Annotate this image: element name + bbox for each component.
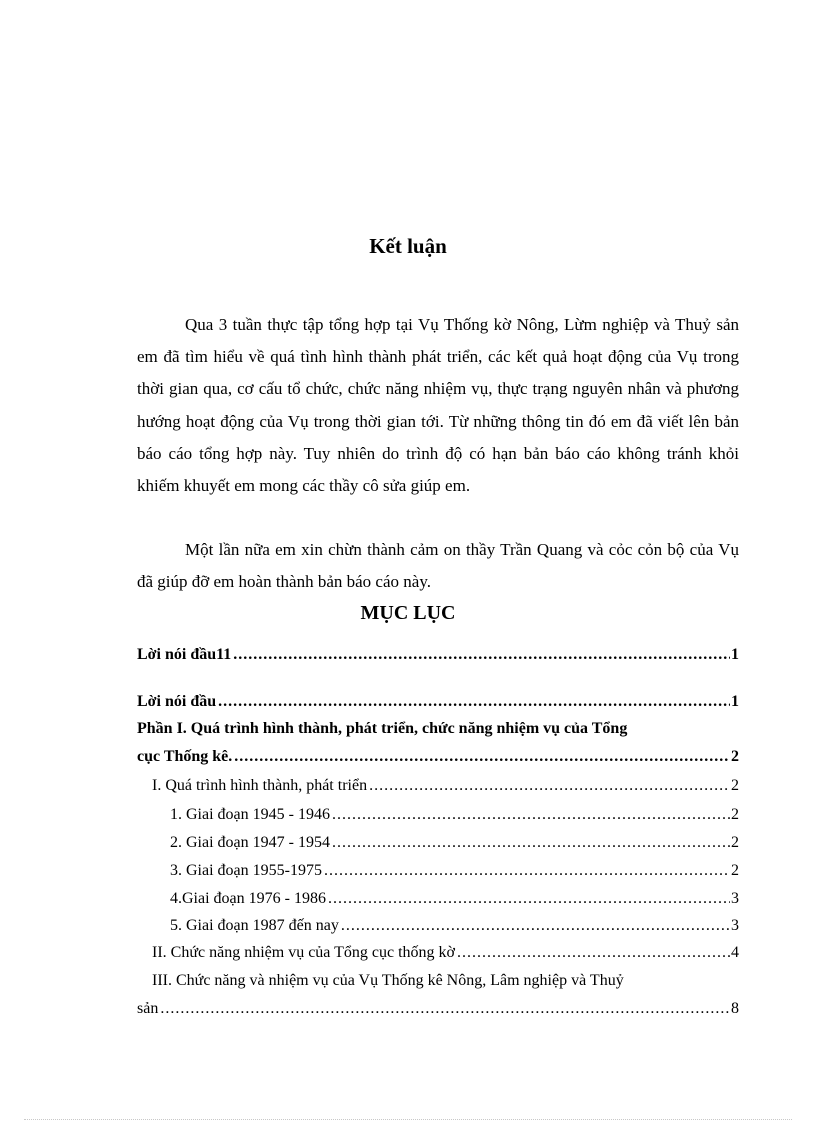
toc-entry-label: Lời nói đầu — [137, 693, 217, 710]
page-bottom-divider — [24, 1119, 792, 1120]
toc-entry-multiline[interactable] — [152, 972, 739, 990]
toc-entry[interactable] — [152, 777, 739, 795]
toc-entry-page: 2 — [731, 834, 739, 851]
toc-title: MỤC LỤC — [360, 602, 456, 624]
conclusion-paragraph-2: Một lần nữa em xin chừn thành cảm on thầy Trần Quang và cỏc cỏn bộ của Vụ đã giúp đỡ em hoàn thành bản báo cáo này. — [137, 540, 739, 592]
toc-entry-label-line2: cục Thống kê. — [137, 748, 233, 765]
toc-entry-page: 1 — [731, 693, 739, 710]
toc-entry-page: 3 — [731, 917, 739, 934]
toc-entry[interactable] — [152, 944, 739, 962]
toc-entry-multiline[interactable] — [137, 720, 739, 738]
toc-entry[interactable] — [170, 834, 739, 852]
toc-leader-dots — [326, 890, 730, 908]
toc-entry-label: II. Chức năng nhiệm vụ của Tổng cục thống kờ — [152, 944, 455, 961]
conclusion-title: Kết luận — [369, 234, 447, 258]
toc-leader-dots — [330, 834, 730, 852]
toc-leader-dots — [455, 944, 730, 962]
toc-entry-label: 4.Giai đoạn 1976 - 1986 — [170, 890, 326, 907]
toc-entry[interactable] — [170, 862, 739, 880]
toc-entry-label-line1: III. Chức năng và nhiệm vụ của Vụ Thống kê Nông, Lâm nghiệp và Thuỷ — [152, 972, 624, 989]
toc-leader-dots — [339, 917, 730, 935]
toc-entry-label: 5. Giai đoạn 1987 đến nay — [170, 917, 339, 934]
toc-leader-dots — [216, 693, 730, 711]
toc-leader-dots — [232, 748, 730, 766]
toc-entry-page: 4 — [731, 944, 739, 961]
toc-entry[interactable] — [170, 917, 739, 935]
conclusion-paragraph-1: Qua 3 tuần thực tập tổng hợp tại Vụ Thống kờ Nông, Lừm nghiệp và Thuỷ sản em đã tìm hiểu về quá tình hình thành phát triển, các kết quả hoạt động của Vụ trong thời gian qua, cơ cấu tổ chức, chức năng nhiệm vụ, thực trạng nguyên nhân và phương hướng hoạt động của Vụ trong thời gian tới. Từ những thông tin đó em đã viết lên bản báo cáo tổng hợp này. Tuy nhiên do trình độ có hạn bản báo cáo không tránh khỏi khiếm khuyết em mong các thầy cô sửa giúp em. — [137, 315, 739, 496]
toc-entry-continuation[interactable] — [137, 1000, 739, 1018]
toc-entry-page: 2 — [731, 748, 739, 765]
toc-entry-label: 1. Giai đoạn 1945 - 1946 — [170, 806, 330, 823]
toc-entry-page: 2 — [731, 806, 739, 823]
toc-entry-page: 8 — [731, 1000, 739, 1017]
toc-entry-label: I. Quá trình hình thành, phát triển — [152, 777, 368, 794]
toc-leader-dots — [330, 806, 730, 824]
toc-entry-page: 1 — [731, 646, 739, 663]
toc-leader-dots — [367, 777, 730, 795]
toc-entry-page: 2 — [731, 862, 739, 879]
toc-leader-dots — [322, 862, 730, 880]
toc-leader-dots — [231, 646, 730, 664]
toc-leader-dots — [158, 1000, 730, 1018]
toc-entry-continuation[interactable] — [137, 748, 739, 766]
toc-entry[interactable] — [137, 693, 739, 711]
toc-entry-page: 2 — [731, 777, 739, 794]
toc-entry[interactable] — [170, 890, 739, 908]
toc-entry-label: 3. Giai đoạn 1955-1975 — [170, 862, 322, 879]
toc-entry-label-line1: Phần I. Quá trình hình thành, phát triển, chức năng nhiệm vụ của Tổng — [137, 720, 628, 737]
toc-entry-page: 3 — [731, 890, 739, 907]
toc-entry-label-line2: sản — [137, 1000, 159, 1017]
toc-entry[interactable] — [137, 646, 739, 664]
toc-entry[interactable] — [170, 806, 739, 824]
toc-entry-label: 2. Giai đoạn 1947 - 1954 — [170, 834, 330, 851]
toc-entry-label: Lời nói đầu11 — [137, 646, 232, 663]
